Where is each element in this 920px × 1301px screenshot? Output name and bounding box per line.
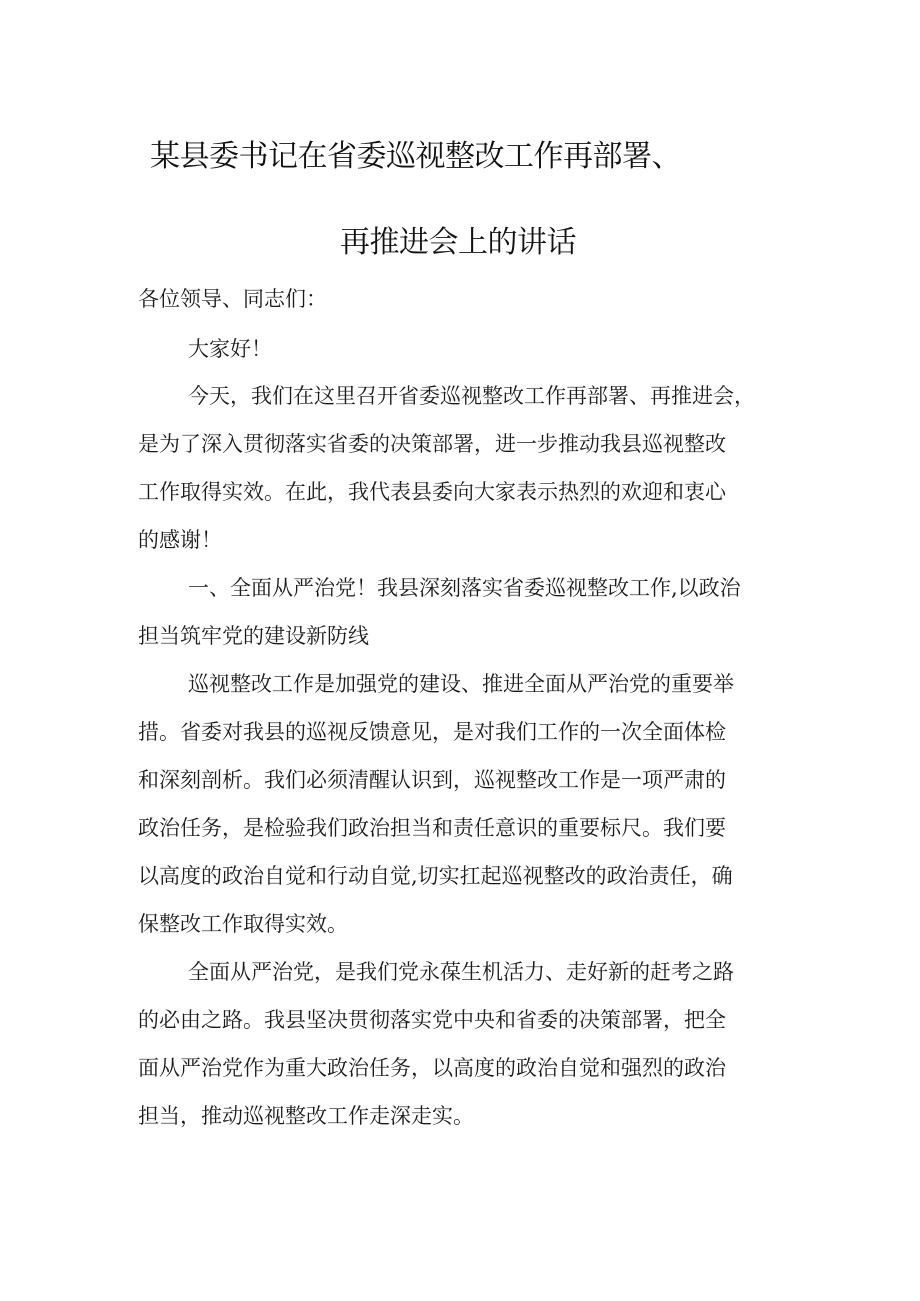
greeting: 大家好！ — [188, 337, 272, 361]
paragraph-line: 的必由之路。我县坚决贯彻落实党中央和省委的决策部署，把全 — [138, 1008, 726, 1032]
paragraph-line: 保整改工作取得实效。 — [138, 912, 348, 936]
paragraph-line: 今天，我们在这里召开省委巡视整改工作再部署、再推进会， — [188, 384, 755, 408]
paragraph-line: 面从严治党作为重大政治任务，以高度的政治自觉和强烈的政治 — [138, 1056, 726, 1080]
document-title-line-1: 某县委书记在省委巡视整改工作再部署、 — [150, 139, 681, 174]
section-heading-line: 一、全面从严治党！我县深刻落实省委巡视整改工作,以政治 — [188, 576, 741, 600]
salutation: 各位领导、同志们： — [138, 287, 327, 311]
paragraph-line: 担当，推动巡视整改工作走深走实。 — [138, 1104, 474, 1128]
paragraph-line: 全面从严治党，是我们党永葆生机活力、走好新的赶考之路 — [188, 960, 734, 984]
paragraph-line: 巡视整改工作是加强党的建设、推进全面从严治党的重要举 — [188, 672, 734, 696]
section-heading-line: 担当筑牢党的建设新防线 — [138, 624, 369, 648]
paragraph-line: 的感谢！ — [138, 528, 222, 552]
paragraph-line: 和深刻剖析。我们必须清醒认识到，巡视整改工作是一项严肃的 — [138, 768, 726, 792]
paragraph-line: 是为了深入贯彻落实省委的决策部署，进一步推动我县巡视整改 — [138, 432, 726, 456]
paragraph-line: 工作取得实效。在此，我代表县委向大家表示热烈的欢迎和衷心 — [138, 480, 726, 504]
paragraph-line: 政治任务，是检验我们政治担当和责任意识的重要标尺。我们要 — [138, 816, 726, 840]
paragraph-line: 措。省委对我县的巡视反馈意见，是对我们工作的一次全面体检 — [138, 720, 726, 744]
document-title-line-2: 再推进会上的讲话 — [340, 225, 576, 260]
paragraph-line: 以高度的政治自觉和行动自觉,切实扛起巡视整改的政治责任，确 — [138, 864, 733, 888]
